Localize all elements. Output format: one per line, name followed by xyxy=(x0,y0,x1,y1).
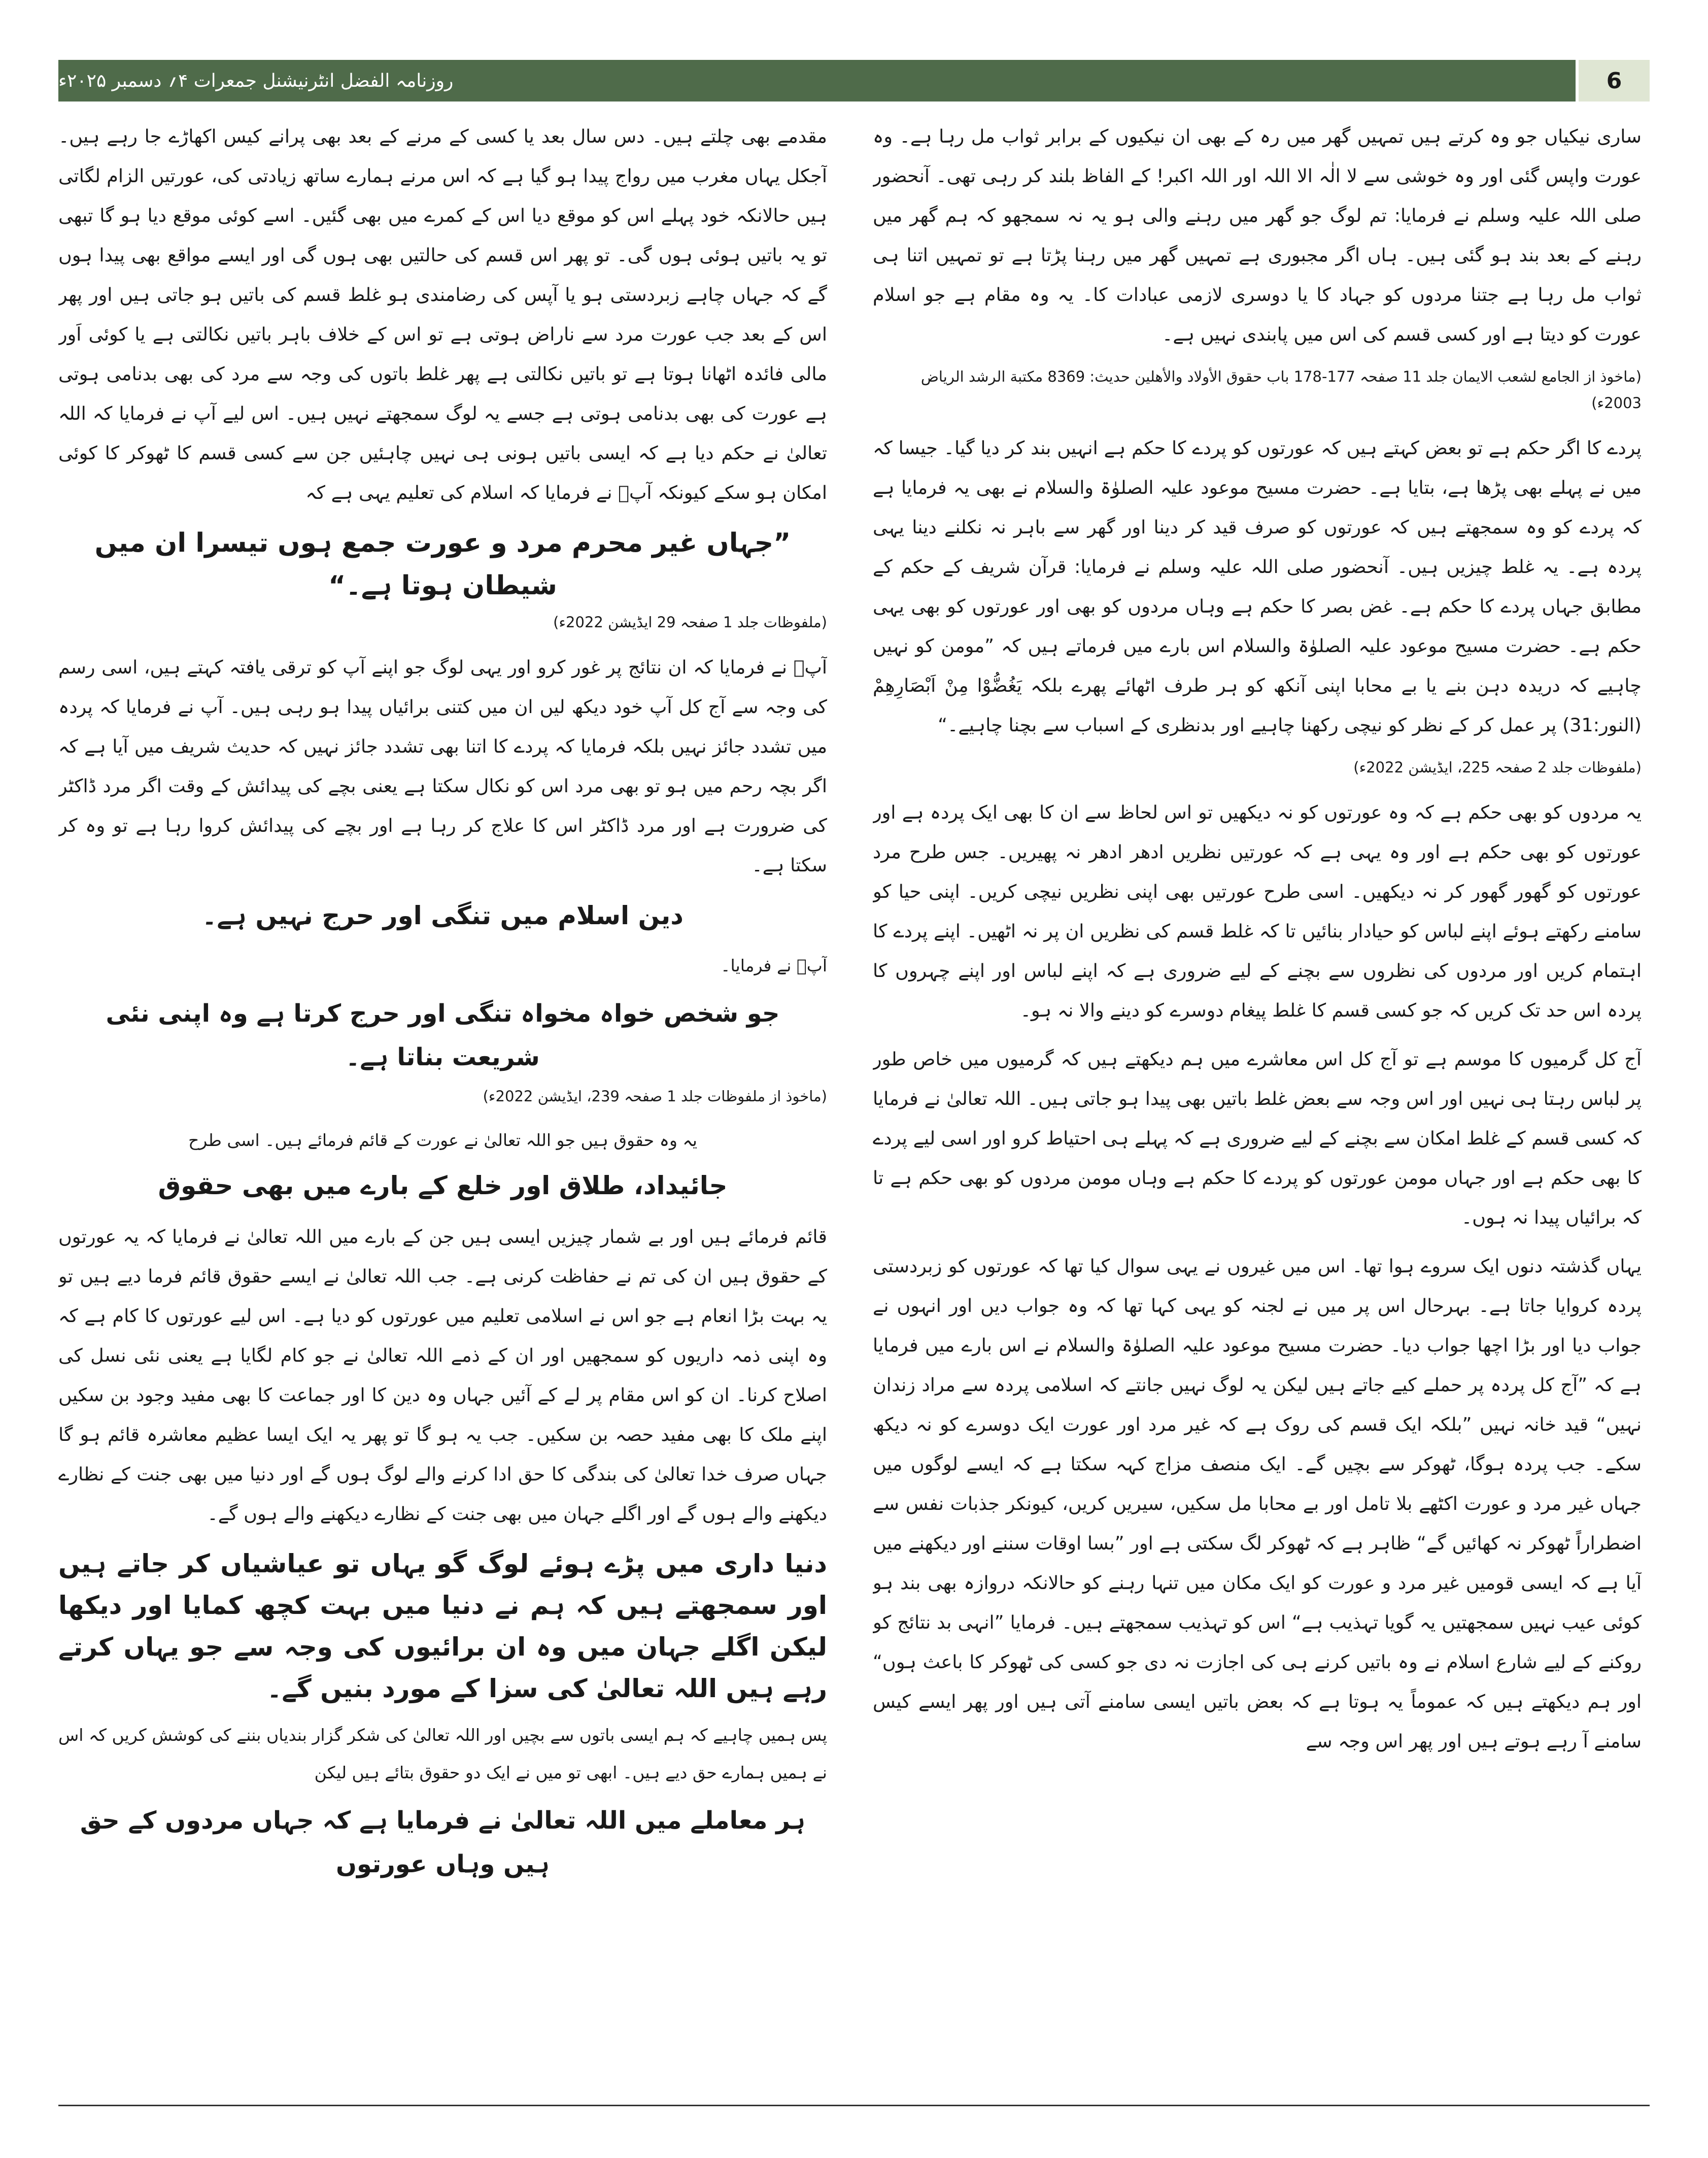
paragraph: پردے کا اگر حکم ہے تو بعض کہتے ہیں کہ عورتوں کو پردے کا حکم ہے انہیں بند کر دیا گیا۔ جیسا کہ میں نے پہلے بھی پڑھا ہے، بتایا ہے۔ حضرت مسیح موعود علیہ الصلوٰۃ والسلام نے بھی یہ فرمایا ہے کہ پردے کو وہ سمجھتے ہیں کہ عورتوں کو صرف قید کر دینا اور گھر سے باہر نہ نکلنے دینا یہی پردہ ہے۔ یہ غلط چیزیں ہیں۔ آنحضور صلی اللہ علیہ وسلم نے فرمایا: قرآن شریف کے حکم کے مطابق جہاں پردے کا حکم ہے۔ غض بصر کا حکم ہے وہاں مردوں کو بھی اور عورتوں کو بھی یہی حکم ہے۔ حضرت مسیح موعود علیہ الصلوٰۃ والسلام اس بارے میں فرماتے ہیں کہ ”مومن کو نہیں چاہیے کہ دریدہ دہن بنے یا بے محابا اپنی آنکھ کو ہر طرف اٹھائے پھرے بلکہ يَغُضُّوْا مِنْ اَبْصَارِهِمْ (النور:31) پر عمل کر کے نظر کو نیچی رکھنا چاہیے اور بدنظری کے اسباب سے بچنا چاہیے۔“ xyxy=(873,437,1642,736)
paragraph: یہ وہ حقوق ہیں جو اللہ تعالیٰ نے عورت کے قائم فرمائے ہیں۔ اسی طرح xyxy=(188,1130,697,1150)
paragraph: پس ہمیں چاہیے کہ ہم ایسی باتوں سے بچیں اور اللہ تعالیٰ کی شکر گزار بندیاں بننے کی کوشش کریں کہ اس نے ہمیں ہمارے حق دیے ہیں۔ ابھی تو میں نے ایک دو حقوق بتائے ہیں لیکن xyxy=(58,1725,827,1782)
paragraph: آپؑ نے فرمایا کہ ان نتائج پر غور کرو اور یہی لوگ جو اپنے آپ کو ترقی یافتہ کہتے ہیں، اسی رسم کی وجہ سے آج کل آپ خود دیکھ لیں ان میں کتنی برائیاں پیدا ہو رہی ہیں۔ آپ نے فرمایا کہ پردہ میں تشدد جائز نہیں بلکہ فرمایا کہ پردے کا اتنا بھی تشدد جائز نہیں کہ حدیث شریف میں آیا ہے کہ اگر بچہ رحم میں ہو تو بھی مرد اس کو نکال سکتا ہے یعنی بچے کی پیدائش کے وقت اگر مرد ڈاکٹر کی ضرورت ہے اور مرد ڈاکٹر اس کا علاج کر رہا ہے اور بچے کی پیدائش کروا رہا ہے تو وہ کر سکتا ہے۔ xyxy=(58,656,827,876)
highlighted-quote: ”جہاں غیر محرم مرد و عورت جمع ہوں تیسرا ان میں شیطان ہوتا ہے۔“ xyxy=(94,528,791,601)
right-column xyxy=(873,117,1642,2091)
paragraph: ساری نیکیاں جو وہ کرتے ہیں تمہیں گھر میں رہ کے بھی ان نیکیوں کے برابر ثواب مل رہا ہے۔ وہ عورت واپس گئی اور وہ خوشی سے لا الٰہ الا اللہ اور اللہ اکبر! کے الفاظ بلند کر رہی تھی۔ آنحضور صلی اللہ علیہ وسلم نے فرمایا: تم لوگ جو گھر میں رہنے والی ہو یہ نہ سمجھو کہ ہم گھر میں رہنے کے بعد بند ہو گئی ہیں۔ ہاں اگر مجبوری ہے تمہیں گھر میں رہنا پڑتا ہے تو تمہیں اتنا ہی ثواب مل رہا ہے جتنا مردوں کو جہاد کا یا دوسری لازمی عبادات کا۔ یہ وہ مقام ہے جو اسلام عورت کو دیتا ہے اور کسی قسم کی اس میں پابندی نہیں ہے۔ xyxy=(873,125,1642,345)
paragraph: یہاں گذشتہ دنوں ایک سروے ہوا تھا۔ اس میں غیروں نے یہی سوال کیا تھا کہ عورتوں کو زبردستی پردہ کروایا جاتا ہے۔ بہرحال اس پر میں نے لجنہ کو یہی کہا تھا کہ وہ جواب دیں اور انہوں نے جواب دیا اور بڑا اچھا جواب دیا۔ حضرت مسیح موعود علیہ الصلوٰۃ والسلام نے اس بارے میں فرمایا ہے کہ ”آج کل پردہ پر حملے کیے جاتے ہیں لیکن یہ لوگ نہیں جانتے کہ اسلامی پردہ سے مراد زندان نہیں“ قید خانہ نہیں ”بلکہ ایک قسم کی روک ہے کہ غیر مرد اور عورت ایک دوسرے کو نہ دیکھ سکے۔ جب پردہ ہوگا، ٹھوکر سے بچیں گے۔ ایک منصف مزاج کہہ سکتا ہے کہ ایسے لوگوں میں جہاں غیر مرد و عورت اکٹھے بلا تامل اور بے محابا مل سکیں، سیریں کریں، کیونکر جذبات نفس سے اضطراراً ٹھوکر نہ کھائیں گے“ ظاہر ہے کہ ٹھوکر لگ سکتی ہے اور ”بسا اوقات سننے اور دیکھنے میں آیا ہے کہ ایسی قومیں غیر مرد و عورت کو ایک مکان میں تنہا رہنے کو حالانکہ دروازہ بھی بند ہو کوئی عیب نہیں سمجھتیں یہ گویا تہذیب ہے“ اس کو تہذیب سمجھتے ہیں۔ فرمایا ”انہی بد نتائج کو روکنے کے لیے شارع اسلام نے وہ باتیں کرنے ہی کی اجازت نہ دی جو کسی کی ٹھوکر کا باعث ہوں“ اور ہم دیکھتے ہیں کہ عموماً یہ ہوتا ہے کہ بعض باتیں ایسی سامنے آتی ہیں اور پھر ایسے کیس سامنے آ رہے ہوتے ہیں اور پھر اس وجہ سے xyxy=(873,1255,1642,1752)
bottom-rule xyxy=(58,2105,1650,2106)
paragraph: یہ مردوں کو بھی حکم ہے کہ وہ عورتوں کو نہ دیکھیں تو اس لحاظ سے ان کا بھی ایک پردہ ہے اور عورتوں کو بھی حکم ہے اور وہ یہی ہے کہ عورتیں نظریں ادھر ادھر نہ پھیریں۔ جس طرح مرد عورتوں کو گھور گھور کر نہ دیکھیں۔ اسی طرح عورتیں بھی اپنی نظریں نیچی کریں۔ اپنی حیا کو سامنے رکھتے ہوئے اپنے لباس کو حیادار بنائیں تا کہ غلط قسم کی نظریں ان پر نہ اٹھیں۔ اپنے پردے کا اہتمام کریں اور مردوں کی نظروں سے بچنے کے لیے ضروری ہے کہ اپنے لباس اور اپنے چہروں کا پردہ اس حد تک کریں کہ جو کسی قسم کا غلط پیغام دوسرے کو دینے والا نہ ہو۔ xyxy=(873,801,1642,1021)
page-header xyxy=(58,60,1650,102)
newspaper-title: روزنامہ الفضل انٹرنیشنل جمعرات ۴؍ دسمبر ۲۰۲۵ء xyxy=(58,70,454,91)
paragraph: آپؑ نے فرمایا۔ xyxy=(721,956,827,975)
paragraph: قائم فرمائے ہیں اور بے شمار چیزیں ایسی ہیں جن کے بارے میں اللہ تعالیٰ نے فرمایا کہ یہ عورتوں کے حقوق ہیں ان کی تم نے حفاظت کرنی ہے۔ جب اللہ تعالیٰ نے ایسے حقوق قائم فرما دیے ہیں تو یہ بہت بڑا انعام ہے جو اس نے اسلامی تعلیم میں عورتوں کو دیا ہے۔ اس لیے عورتوں کا کام ہے کہ وہ اپنی ذمہ داریوں کو سمجھیں اور ان کے ذمے اللہ تعالیٰ نے جو کام لگایا ہے یعنی نئی نسل کی اصلاح کرنا۔ ان کو اس مقام پر لے کے آئیں جہاں وہ دین کا اور جماعت کا بھی مفید وجود بن سکیں اپنے ملک کا بھی مفید حصہ بن سکیں۔ جب یہ ہو گا تو پھر یہ ایک ایسا عظیم معاشرہ قائم ہو گا جہاں صرف خدا تعالیٰ کی بندگی کا حق ادا کرنے والے لوگ ہوں گے اور دنیا میں بھی جنت کے نظارے دیکھنے والے ہوں گے اور اگلے جہان میں بھی جنت کے نظارے دیکھنے والے ہوں گے۔ xyxy=(58,1226,827,1525)
left-column xyxy=(58,117,827,2091)
reference: (ملفوظات جلد 1 صفحہ 29 ایڈیشن 2022ء) xyxy=(553,614,827,631)
reference: (ماخوذ از الجامع لشعب الایمان جلد 11 صفحہ 177-178 باب حقوق الأولاد والأهلين حديث: 8369 مكتبة الرشد الرياض 2003ء) xyxy=(920,368,1642,412)
highlighted-quote: ہر معاملے میں اللہ تعالیٰ نے فرمایا ہے کہ جہاں مردوں کے حق ہیں وہاں عورتوں xyxy=(80,1806,806,1878)
header-bar xyxy=(58,60,1576,102)
paragraph: مقدمے بھی چلتے ہیں۔ دس سال بعد یا کسی کے مرنے کے بعد بھی پرانے کیس اکھاڑے جا رہے ہیں۔ آجکل یہاں مغرب میں رواج پیدا ہو گیا ہے کہ اس مرنے ہمارے ساتھ زیادتی کی، عورتیں الزام لگاتی ہیں حالانکہ خود پہلے اس کو موقع دیا اس کے کمرے میں بھی گئیں۔ اسے کوئی موقع دیا ہو گا تبھی تو یہ باتیں ہوئی ہوں گی۔ تو پھر اس قسم کی حالتیں بھی ہوں گی اور ایسے مواقع بھی پیدا ہوں گے کہ جہاں چاہے زبردستی ہو یا آپس کی رضامندی ہو غلط قسم کی باتیں ہو جاتی ہیں اور پھر اس کے بعد جب عورت مرد سے ناراض ہوتی ہے تو اس کے خلاف باہر باتیں نکالتی ہے یا کوئی اَور مالی فائدہ اٹھانا ہوتا ہے تو باتیں نکالتی ہے پھر غلط باتوں کی وجہ سے مرد کی بھی بدنامی ہوتی ہے عورت کی بھی بدنامی ہوتی ہے جسے یہ لوگ سمجھتے نہیں ہیں۔ اس لیے آپ نے فرمایا کہ اللہ تعالیٰ نے حکم دیا ہے کہ ایسی باتیں ہونی ہی نہیں چاہئیں جن سے کسی قسم کا ٹھوکر کا کوئی امکان ہو سکے کیونکہ آپؑ نے فرمایا کہ اسلام کی تعلیم یہی ہے کہ xyxy=(58,125,827,503)
section-heading: دین اسلام میں تنگی اور حرج نہیں ہے۔ xyxy=(202,901,684,930)
page-number: 6 xyxy=(1579,60,1650,102)
highlighted-quote: دنیا داری میں پڑے ہوئے لوگ گو یہاں تو عیاشیاں کر جاتے ہیں اور سمجھتے ہیں کہ ہم نے دنیا میں بہت کچھ کمایا اور دیکھا لیکن اگلے جہان میں وہ ان برائیوں کی وجہ سے جو یہاں کرتے رہے ہیں اللہ تعالیٰ کی سزا کے مورد بنیں گے۔ xyxy=(58,1549,827,1703)
highlighted-quote: جو شخص خواہ مخواہ تنگی اور حرج کرتا ہے وہ اپنی نئی شریعت بناتا ہے۔ xyxy=(106,999,780,1071)
reference: (ماخوذ از ملفوظات جلد 1 صفحہ 239، ایڈیشن 2022ء) xyxy=(483,1088,827,1105)
reference: (ملفوظات جلد 2 صفحہ 225، ایڈیشن 2022ء) xyxy=(1353,759,1642,776)
section-heading: جائیداد، طلاق اور خلع کے بارے میں بھی حقوق xyxy=(158,1171,728,1200)
paragraph: آج کل گرمیوں کا موسم ہے تو آج کل اس معاشرے میں ہم دیکھتے ہیں کہ گرمیوں میں خاص طور پر لباس رہتا ہی نہیں اور اس وجہ سے بعض غلط باتیں بھی پیدا ہو جاتی ہیں۔ اللہ تعالیٰ نے فرمایا کہ کسی قسم کے غلط امکان سے بچنے کے لیے ضروری ہے کہ پہلے ہی احتیاط کرو اور اسی لیے پردے کا بھی حکم ہے اور جہاں مومن عورتوں کو پردے کا حکم ہے وہاں مومن مردوں کو بھی حکم ہے تا کہ برائیاں پیدا نہ ہوں۔ xyxy=(873,1048,1642,1228)
